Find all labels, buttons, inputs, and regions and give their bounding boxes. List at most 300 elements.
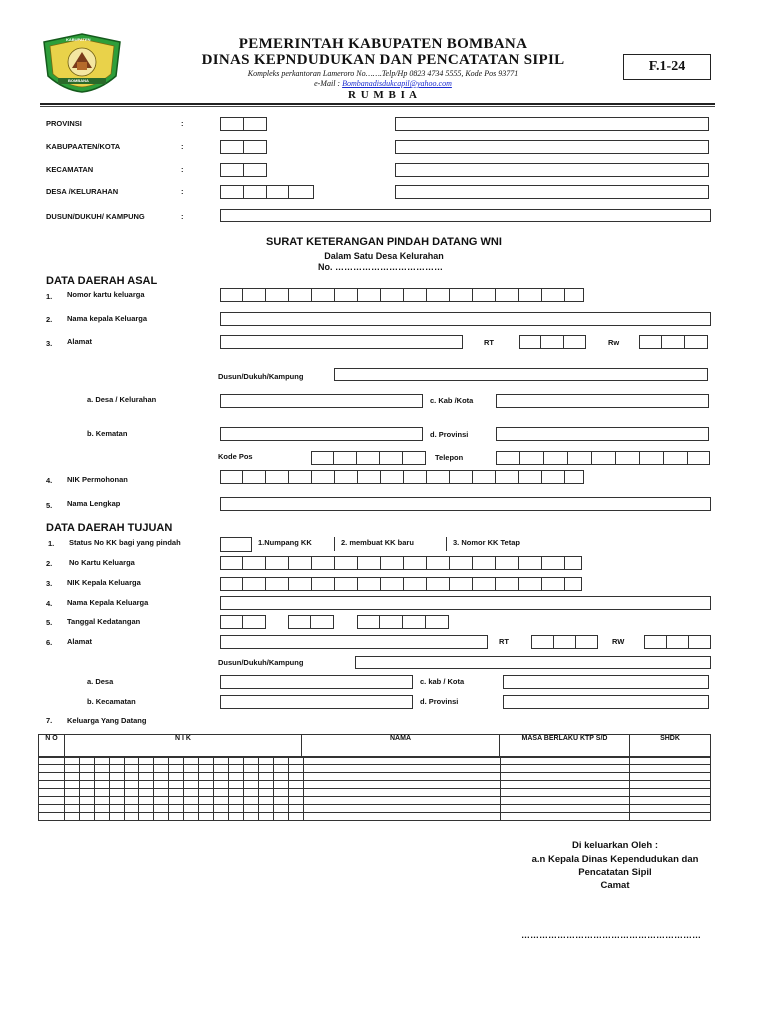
table-cell[interactable]: [64, 781, 79, 789]
digit-box[interactable]: [334, 451, 357, 465]
table-cell[interactable]: [64, 789, 79, 797]
digit-box[interactable]: [266, 288, 289, 302]
table-cell[interactable]: [64, 765, 79, 773]
tujuan-kab-field[interactable]: [503, 675, 709, 689]
table-cell[interactable]: [229, 789, 244, 797]
table-cell[interactable]: [169, 765, 184, 773]
table-cell[interactable]: [229, 757, 244, 765]
digit-box[interactable]: [311, 451, 334, 465]
table-cell[interactable]: [288, 757, 303, 765]
digit-box[interactable]: [542, 577, 565, 591]
table-cell[interactable]: [500, 789, 629, 797]
table-cell[interactable]: [258, 797, 273, 805]
digit-box[interactable]: [381, 556, 404, 570]
digit-box[interactable]: [267, 185, 289, 199]
table-cell[interactable]: [229, 805, 244, 813]
tujuan-nik-kepala-boxes[interactable]: [220, 577, 582, 591]
table-cell[interactable]: [169, 805, 184, 813]
digit-box[interactable]: [381, 577, 404, 591]
digit-box[interactable]: [404, 556, 427, 570]
table-cell[interactable]: [214, 797, 229, 805]
table-cell[interactable]: [500, 797, 629, 805]
table-cell[interactable]: [139, 789, 154, 797]
desa-code-boxes[interactable]: [220, 185, 314, 199]
table-cell[interactable]: [39, 781, 65, 789]
digit-box[interactable]: [496, 556, 519, 570]
table-row[interactable]: [39, 797, 711, 805]
digit-box[interactable]: [404, 288, 427, 302]
status-kk-box[interactable]: [220, 537, 252, 552]
tujuan-dusun-field[interactable]: [355, 656, 711, 669]
table-cell[interactable]: [500, 773, 629, 781]
table-row[interactable]: [39, 805, 711, 813]
table-cell[interactable]: [109, 757, 124, 765]
table-cell[interactable]: [288, 797, 303, 805]
table-cell[interactable]: [184, 789, 199, 797]
digit-box[interactable]: [289, 470, 312, 484]
table-cell[interactable]: [229, 797, 244, 805]
table-cell[interactable]: [500, 757, 629, 765]
asal-provinsi-field[interactable]: [496, 427, 709, 441]
table-cell[interactable]: [243, 797, 258, 805]
digit-box[interactable]: [244, 140, 267, 154]
digit-box[interactable]: [542, 288, 565, 302]
table-cell[interactable]: [630, 781, 711, 789]
digit-box[interactable]: [450, 288, 473, 302]
digit-box[interactable]: [289, 556, 312, 570]
digit-box[interactable]: [381, 470, 404, 484]
digit-box[interactable]: [565, 470, 584, 484]
email-link[interactable]: Bombanadisdukcapil@yahoo.com: [342, 79, 452, 88]
digit-box[interactable]: [220, 140, 244, 154]
digit-box[interactable]: [358, 577, 381, 591]
table-cell[interactable]: [94, 813, 109, 821]
digit-box[interactable]: [220, 185, 244, 199]
table-cell[interactable]: [79, 765, 94, 773]
digit-box[interactable]: [565, 288, 584, 302]
digit-box[interactable]: [531, 635, 554, 649]
table-cell[interactable]: [214, 765, 229, 773]
digit-box[interactable]: [312, 288, 335, 302]
table-cell[interactable]: [169, 813, 184, 821]
asal-kecamatan-field[interactable]: [220, 427, 423, 441]
asal-desa-field[interactable]: [220, 394, 423, 408]
table-cell[interactable]: [139, 805, 154, 813]
digit-box[interactable]: [312, 556, 335, 570]
digit-box[interactable]: [688, 451, 710, 465]
digit-box[interactable]: [616, 451, 640, 465]
table-cell[interactable]: [139, 813, 154, 821]
tujuan-provinsi-field[interactable]: [503, 695, 709, 709]
table-cell[interactable]: [64, 757, 79, 765]
digit-box[interactable]: [220, 117, 244, 131]
table-cell[interactable]: [109, 813, 124, 821]
digit-box[interactable]: [496, 577, 519, 591]
kecamatan-name-field[interactable]: [395, 163, 709, 177]
table-cell[interactable]: [109, 773, 124, 781]
table-cell[interactable]: [39, 765, 65, 773]
table-cell[interactable]: [243, 757, 258, 765]
digit-box[interactable]: [358, 556, 381, 570]
tujuan-desa-field[interactable]: [220, 675, 413, 689]
table-cell[interactable]: [199, 757, 214, 765]
digit-box[interactable]: [426, 615, 449, 629]
table-cell[interactable]: [630, 773, 711, 781]
table-cell[interactable]: [39, 813, 65, 821]
table-cell[interactable]: [273, 757, 288, 765]
digit-box[interactable]: [427, 577, 450, 591]
table-cell[interactable]: [154, 797, 169, 805]
table-cell[interactable]: [229, 765, 244, 773]
digit-box[interactable]: [473, 470, 496, 484]
table-cell[interactable]: [139, 781, 154, 789]
digit-box[interactable]: [473, 288, 496, 302]
table-cell[interactable]: [630, 765, 711, 773]
tujuan-kk-boxes[interactable]: [220, 556, 582, 570]
asal-telepon-boxes[interactable]: [496, 451, 710, 465]
digit-box[interactable]: [496, 470, 519, 484]
digit-box[interactable]: [289, 288, 312, 302]
digit-box[interactable]: [357, 451, 380, 465]
table-cell[interactable]: [258, 805, 273, 813]
table-cell[interactable]: [229, 813, 244, 821]
table-cell[interactable]: [258, 813, 273, 821]
table-cell[interactable]: [79, 797, 94, 805]
table-cell[interactable]: [79, 757, 94, 765]
table-cell[interactable]: [303, 765, 500, 773]
table-cell[interactable]: [258, 765, 273, 773]
table-cell[interactable]: [243, 765, 258, 773]
table-cell[interactable]: [229, 781, 244, 789]
digit-box[interactable]: [689, 635, 711, 649]
digit-box[interactable]: [335, 470, 358, 484]
table-cell[interactable]: [64, 773, 79, 781]
digit-box[interactable]: [496, 451, 520, 465]
table-cell[interactable]: [64, 813, 79, 821]
dusun-field[interactable]: [220, 209, 711, 222]
digit-box[interactable]: [288, 615, 311, 629]
table-cell[interactable]: [273, 781, 288, 789]
table-cell[interactable]: [303, 789, 500, 797]
digit-box[interactable]: [639, 335, 662, 349]
table-cell[interactable]: [184, 805, 199, 813]
digit-box[interactable]: [496, 288, 519, 302]
table-cell[interactable]: [303, 781, 500, 789]
digit-box[interactable]: [564, 335, 586, 349]
table-cell[interactable]: [184, 797, 199, 805]
table-cell[interactable]: [199, 781, 214, 789]
provinsi-code-boxes[interactable]: [220, 117, 267, 131]
digit-box[interactable]: [519, 288, 542, 302]
table-cell[interactable]: [500, 805, 629, 813]
table-cell[interactable]: [139, 797, 154, 805]
table-cell[interactable]: [288, 765, 303, 773]
table-cell[interactable]: [199, 789, 214, 797]
table-cell[interactable]: [630, 789, 711, 797]
table-cell[interactable]: [139, 773, 154, 781]
digit-box[interactable]: [519, 335, 541, 349]
table-cell[interactable]: [39, 789, 65, 797]
table-cell[interactable]: [500, 765, 629, 773]
digit-box[interactable]: [403, 451, 426, 465]
table-cell[interactable]: [273, 813, 288, 821]
table-cell[interactable]: [288, 773, 303, 781]
tanggal-month-boxes[interactable]: [288, 615, 334, 629]
digit-box[interactable]: [565, 577, 582, 591]
table-cell[interactable]: [109, 805, 124, 813]
table-cell[interactable]: [64, 805, 79, 813]
asal-rw-boxes[interactable]: [639, 335, 708, 349]
table-cell[interactable]: [184, 765, 199, 773]
table-cell[interactable]: [630, 757, 711, 765]
digit-box[interactable]: [289, 577, 312, 591]
digit-box[interactable]: [266, 470, 289, 484]
table-cell[interactable]: [154, 805, 169, 813]
digit-box[interactable]: [220, 470, 243, 484]
table-row[interactable]: [39, 781, 711, 789]
table-cell[interactable]: [139, 765, 154, 773]
table-cell[interactable]: [258, 789, 273, 797]
table-cell[interactable]: [94, 757, 109, 765]
table-cell[interactable]: [109, 781, 124, 789]
table-row[interactable]: [39, 773, 711, 781]
table-cell[interactable]: [288, 805, 303, 813]
table-cell[interactable]: [109, 797, 124, 805]
table-cell[interactable]: [243, 805, 258, 813]
digit-box[interactable]: [519, 556, 542, 570]
table-cell[interactable]: [243, 781, 258, 789]
table-cell[interactable]: [184, 773, 199, 781]
digit-box[interactable]: [220, 556, 243, 570]
table-cell[interactable]: [154, 765, 169, 773]
digit-box[interactable]: [220, 615, 243, 629]
digit-box[interactable]: [662, 335, 685, 349]
table-cell[interactable]: [154, 789, 169, 797]
digit-box[interactable]: [220, 288, 243, 302]
table-cell[interactable]: [109, 765, 124, 773]
table-cell[interactable]: [199, 797, 214, 805]
table-cell[interactable]: [94, 765, 109, 773]
digit-box[interactable]: [357, 615, 380, 629]
digit-box[interactable]: [568, 451, 592, 465]
table-cell[interactable]: [154, 813, 169, 821]
table-cell[interactable]: [124, 765, 139, 773]
digit-box[interactable]: [312, 577, 335, 591]
digit-box[interactable]: [358, 470, 381, 484]
digit-box[interactable]: [244, 163, 267, 177]
table-cell[interactable]: [154, 773, 169, 781]
table-cell[interactable]: [154, 781, 169, 789]
table-cell[interactable]: [124, 757, 139, 765]
table-cell[interactable]: [500, 781, 629, 789]
table-cell[interactable]: [169, 757, 184, 765]
table-cell[interactable]: [79, 781, 94, 789]
digit-box[interactable]: [473, 577, 496, 591]
table-cell[interactable]: [39, 773, 65, 781]
provinsi-name-field[interactable]: [395, 117, 709, 131]
digit-box[interactable]: [404, 577, 427, 591]
digit-box[interactable]: [243, 615, 266, 629]
digit-box[interactable]: [243, 577, 266, 591]
digit-box[interactable]: [220, 577, 243, 591]
table-cell[interactable]: [79, 813, 94, 821]
asal-kab-field[interactable]: [496, 394, 709, 408]
digit-box[interactable]: [519, 470, 542, 484]
table-cell[interactable]: [258, 757, 273, 765]
digit-box[interactable]: [335, 288, 358, 302]
digit-box[interactable]: [450, 556, 473, 570]
tujuan-kecamatan-field[interactable]: [220, 695, 413, 709]
table-cell[interactable]: [273, 789, 288, 797]
table-cell[interactable]: [500, 813, 629, 821]
table-cell[interactable]: [124, 797, 139, 805]
table-cell[interactable]: [243, 789, 258, 797]
table-cell[interactable]: [79, 789, 94, 797]
digit-box[interactable]: [403, 615, 426, 629]
table-cell[interactable]: [199, 765, 214, 773]
table-cell[interactable]: [169, 773, 184, 781]
table-cell[interactable]: [169, 789, 184, 797]
asal-rt-boxes[interactable]: [519, 335, 586, 349]
digit-box[interactable]: [519, 577, 542, 591]
table-cell[interactable]: [124, 773, 139, 781]
digit-box[interactable]: [542, 470, 565, 484]
tujuan-nama-kepala-field[interactable]: [220, 596, 711, 610]
table-cell[interactable]: [94, 773, 109, 781]
digit-box[interactable]: [554, 635, 576, 649]
table-row[interactable]: [39, 789, 711, 797]
digit-box[interactable]: [544, 451, 568, 465]
table-cell[interactable]: [303, 813, 500, 821]
table-cell[interactable]: [214, 757, 229, 765]
kecamatan-code-boxes[interactable]: [220, 163, 267, 177]
digit-box[interactable]: [664, 451, 688, 465]
table-cell[interactable]: [243, 773, 258, 781]
table-cell[interactable]: [258, 773, 273, 781]
digit-box[interactable]: [312, 470, 335, 484]
digit-box[interactable]: [404, 470, 427, 484]
digit-box[interactable]: [335, 577, 358, 591]
table-cell[interactable]: [214, 805, 229, 813]
digit-box[interactable]: [381, 288, 404, 302]
table-cell[interactable]: [288, 781, 303, 789]
digit-box[interactable]: [311, 615, 334, 629]
table-cell[interactable]: [303, 797, 500, 805]
table-cell[interactable]: [303, 773, 500, 781]
digit-box[interactable]: [450, 577, 473, 591]
table-cell[interactable]: [94, 781, 109, 789]
table-cell[interactable]: [79, 805, 94, 813]
table-cell[interactable]: [184, 813, 199, 821]
digit-box[interactable]: [244, 117, 267, 131]
table-cell[interactable]: [184, 757, 199, 765]
digit-box[interactable]: [335, 556, 358, 570]
digit-box[interactable]: [450, 470, 473, 484]
table-cell[interactable]: [124, 781, 139, 789]
asal-nik-boxes[interactable]: [220, 470, 584, 484]
digit-box[interactable]: [576, 635, 598, 649]
table-cell[interactable]: [124, 789, 139, 797]
table-cell[interactable]: [303, 805, 500, 813]
table-cell[interactable]: [630, 797, 711, 805]
table-cell[interactable]: [214, 813, 229, 821]
table-cell[interactable]: [79, 773, 94, 781]
table-cell[interactable]: [154, 757, 169, 765]
digit-box[interactable]: [667, 635, 689, 649]
table-cell[interactable]: [288, 789, 303, 797]
digit-box[interactable]: [640, 451, 664, 465]
kabupaten-name-field[interactable]: [395, 140, 709, 154]
table-cell[interactable]: [273, 765, 288, 773]
digit-box[interactable]: [243, 288, 266, 302]
table-cell[interactable]: [184, 781, 199, 789]
table-cell[interactable]: [94, 805, 109, 813]
asal-dusun-field[interactable]: [334, 368, 708, 381]
table-cell[interactable]: [39, 757, 65, 765]
digit-box[interactable]: [520, 451, 544, 465]
table-cell[interactable]: [139, 757, 154, 765]
digit-box[interactable]: [358, 288, 381, 302]
digit-box[interactable]: [541, 335, 564, 349]
digit-box[interactable]: [243, 470, 266, 484]
table-row[interactable]: [39, 757, 711, 765]
tanggal-day-boxes[interactable]: [220, 615, 266, 629]
table-row[interactable]: [39, 765, 711, 773]
digit-box[interactable]: [244, 185, 267, 199]
asal-kode-pos-boxes[interactable]: [311, 451, 426, 465]
table-cell[interactable]: [214, 789, 229, 797]
table-cell[interactable]: [229, 773, 244, 781]
table-cell[interactable]: [199, 773, 214, 781]
asal-nama-lengkap-field[interactable]: [220, 497, 711, 511]
table-cell[interactable]: [630, 805, 711, 813]
tujuan-rw-boxes[interactable]: [644, 635, 711, 649]
table-cell[interactable]: [199, 805, 214, 813]
table-cell[interactable]: [124, 813, 139, 821]
digit-box[interactable]: [473, 556, 496, 570]
digit-box[interactable]: [644, 635, 667, 649]
table-cell[interactable]: [258, 781, 273, 789]
digit-box[interactable]: [592, 451, 616, 465]
table-cell[interactable]: [273, 805, 288, 813]
digit-box[interactable]: [685, 335, 708, 349]
table-cell[interactable]: [94, 797, 109, 805]
digit-box[interactable]: [380, 451, 403, 465]
table-cell[interactable]: [303, 757, 500, 765]
digit-box[interactable]: [542, 556, 565, 570]
digit-box[interactable]: [427, 288, 450, 302]
digit-box[interactable]: [380, 615, 403, 629]
digit-box[interactable]: [427, 556, 450, 570]
table-cell[interactable]: [243, 813, 258, 821]
table-cell[interactable]: [109, 789, 124, 797]
digit-box[interactable]: [289, 185, 314, 199]
digit-box[interactable]: [243, 556, 266, 570]
kabupaten-code-boxes[interactable]: [220, 140, 267, 154]
table-cell[interactable]: [169, 781, 184, 789]
asal-nama-kepala-field[interactable]: [220, 312, 711, 326]
table-cell[interactable]: [64, 797, 79, 805]
table-cell[interactable]: [273, 773, 288, 781]
tujuan-alamat-field[interactable]: [220, 635, 488, 649]
digit-box[interactable]: [565, 556, 582, 570]
tanggal-year-boxes[interactable]: [357, 615, 449, 629]
table-cell[interactable]: [169, 797, 184, 805]
digit-box[interactable]: [266, 556, 289, 570]
table-cell[interactable]: [214, 773, 229, 781]
table-cell[interactable]: [199, 813, 214, 821]
table-cell[interactable]: [288, 813, 303, 821]
